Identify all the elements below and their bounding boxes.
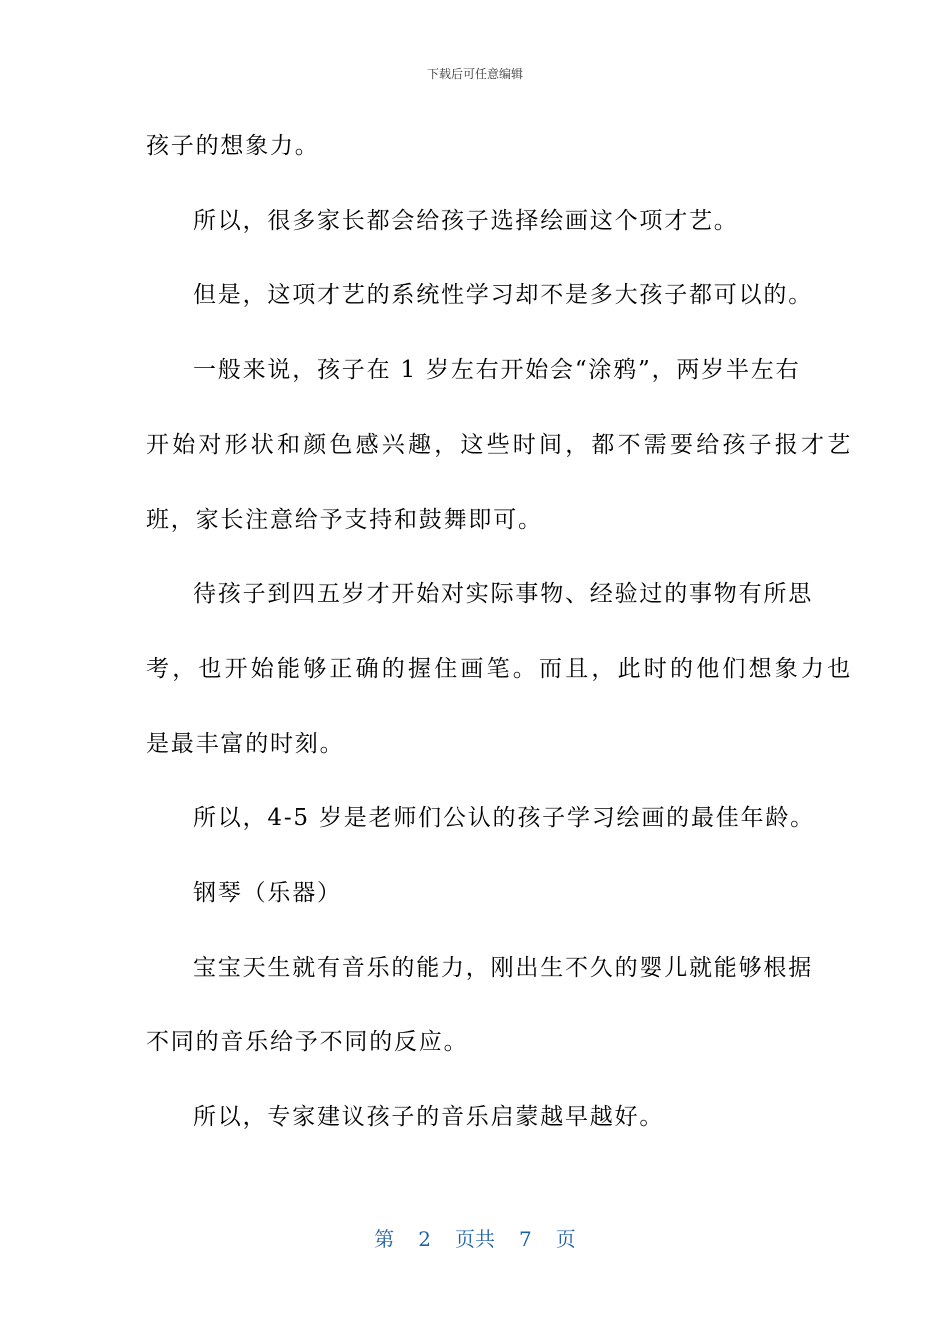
footer-page-number: 2 xyxy=(418,1227,431,1251)
paragraph-line: 孩子的想象力。 xyxy=(146,133,320,159)
paragraph-line: 待孩子到四五岁才开始对实际事物、经验过的事物有所思 xyxy=(193,581,813,607)
paragraph-line: 考，也开始能够正确的握住画笔。而且，此时的他们想象力也 xyxy=(146,656,854,682)
paragraph-line: 所以，很多家长都会给孩子选择绘画这个项才艺。 xyxy=(193,208,739,234)
paragraph-line: 是最丰富的时刻。 xyxy=(146,731,345,757)
footer-total-pages: 7 xyxy=(519,1227,532,1251)
paragraph-line: 但是，这项才艺的系统性学习却不是多大孩子都可以的。 xyxy=(193,282,813,308)
paragraph-line: 一般来说，孩子在 1 岁左右开始会“涂鸦”，两岁半左右 xyxy=(193,357,801,383)
page-header: 下载后可任意编辑 xyxy=(426,67,523,81)
paragraph-line: 所以，4-5 岁是老师们公认的孩子学习绘画的最佳年龄。 xyxy=(193,805,815,831)
paragraph-line: 宝宝天生就有音乐的能力，刚出生不久的婴儿就能够根据 xyxy=(193,955,813,981)
footer-prefix: 第 xyxy=(374,1227,395,1251)
section-heading: 钢琴（乐器） xyxy=(193,880,342,906)
paragraph-line: 不同的音乐给予不同的反应。 xyxy=(146,1029,469,1055)
page-footer xyxy=(0,1226,950,1252)
paragraph-line: 所以，专家建议孩子的音乐启蒙越早越好。 xyxy=(193,1104,665,1130)
footer-suffix: 页 xyxy=(555,1227,576,1251)
paragraph-line: 开始对形状和颜色感兴趣，这些时间，都不需要给孩子报才艺 xyxy=(146,432,854,458)
footer-middle: 页共 xyxy=(455,1227,495,1251)
paragraph-line: 班，家长注意给予支持和鼓舞即可。 xyxy=(146,507,543,533)
